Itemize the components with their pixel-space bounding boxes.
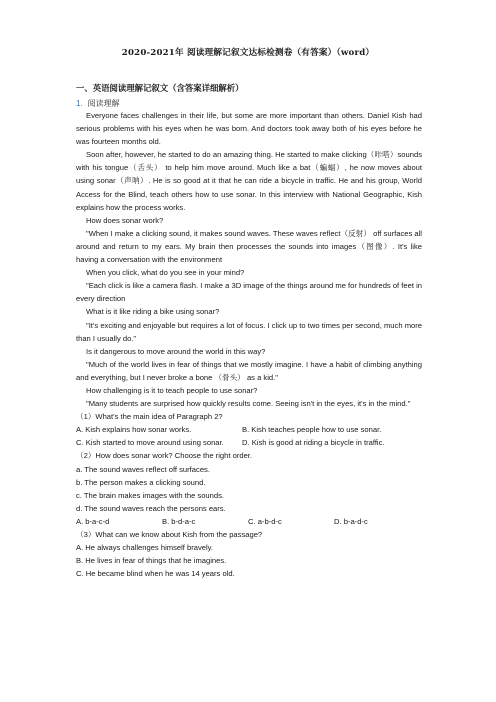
q3-option-b: B. He lives in fear of things that he imagines.	[76, 556, 227, 566]
interview-answer: "When I make a clicking sound, it makes sound waves. These waves reflect（反射） off surfaces all around and return to my ears. My brain then processes the sounds into images（图像）. It's like having a conversation with the environment	[76, 228, 422, 265]
q1-options-row2	[76, 436, 422, 449]
q2-step-a: a. The sound waves reflect off surfaces.	[76, 464, 210, 474]
q2-option-d: D. b-a-d-c	[334, 516, 368, 526]
passage-body	[76, 109, 422, 580]
interview-answer: "Much of the world lives in fear of things that we mostly imagine. I have a habit of climbing anything and everything, but I never broke a bone （骨头） as a kid."	[76, 359, 422, 382]
q1-option-a: A. Kish explains how sonar works.	[76, 425, 192, 435]
q2-option-b: B. b-d-a-c	[162, 516, 196, 526]
question-label: 阅读理解	[87, 99, 120, 108]
interview-answer: "Each click is like a camera flash. I make a 3D image of the things around me for hundreds of feet in every direction	[76, 281, 422, 304]
question-number: 1.	[76, 99, 83, 108]
q1-option-b: B. Kish teaches people how to use sonar.	[242, 425, 382, 435]
q1-option-c: C. Kish started to move around using sonar.	[76, 438, 224, 448]
q3-option-a: A. He always challenges himself bravely.	[76, 543, 214, 553]
section-heading: 一、英语阅读理解记叙文（含答案详细解析）	[76, 83, 244, 93]
q2-option-a: A. b-a-c-d	[76, 516, 110, 526]
q2-step-c: c. The brain makes images with the sounds.	[76, 490, 225, 500]
q2-step-b: b. The person makes a clicking sound.	[76, 477, 206, 487]
interview-question: How challenging is it to teach people to use sonar?	[86, 385, 258, 395]
q1-option-d: D. Kish is good at riding a bicycle in traffic.	[242, 438, 385, 448]
q3-stem: （3）What can we know about Kish from the passage?	[76, 530, 263, 539]
q2-stem: （2）How does sonar work? Choose the right order.	[76, 451, 253, 461]
interview-question: What is it like riding a bike using sonar?	[86, 307, 220, 317]
interview-question: Is it dangerous to move around the world in this way?	[86, 346, 266, 356]
q1-stem: （1）What's the main idea of Paragraph 2?	[76, 412, 223, 422]
interview-question: When you click, what do you see in your mind?	[86, 268, 245, 278]
q2-options-row	[76, 515, 422, 528]
q3-option-c: C. He became blind when he was 14 years old.	[76, 569, 235, 579]
paragraph: Soon after, however, he started to do an amazing thing. He started to make clicking（咔嗒）sounds with his tongue（舌头） to help him move around. Much like a bat（蝙蝠）, he now moves about using sonar（声呐）. He is so good at it that he can ride a bicycle in traffic. He and his group, World Access for the Blind, teach others how to use sonar. In this interview with National Geographic, Kish explains how the process works.	[76, 150, 422, 212]
interview-question: How does sonar work?	[86, 215, 164, 225]
q1-options-row1	[76, 423, 422, 436]
q2-step-d: d. The sound waves reach the persons ears.	[76, 503, 226, 513]
q2-option-c: C. a-b-d-c	[248, 516, 282, 526]
paragraph: Everyone faces challenges in their life, but some are more important than others. Daniel Kish had serious problems with his eyes when he was born. And doctors took away both of his eyes before he was fourteen months old.	[76, 111, 422, 147]
interview-answer: "It's exciting and enjoyable but requires a lot of focus. I click up to two times per second, much more than I usually do."	[76, 320, 422, 343]
interview-answer: "Many students are surprised how quickly results come. Seeing isn't in the eyes, it's in the mind."	[86, 399, 411, 409]
page-title: 2020-2021年 阅读理解记叙文达标检测卷（有答案）（word）	[121, 48, 375, 58]
